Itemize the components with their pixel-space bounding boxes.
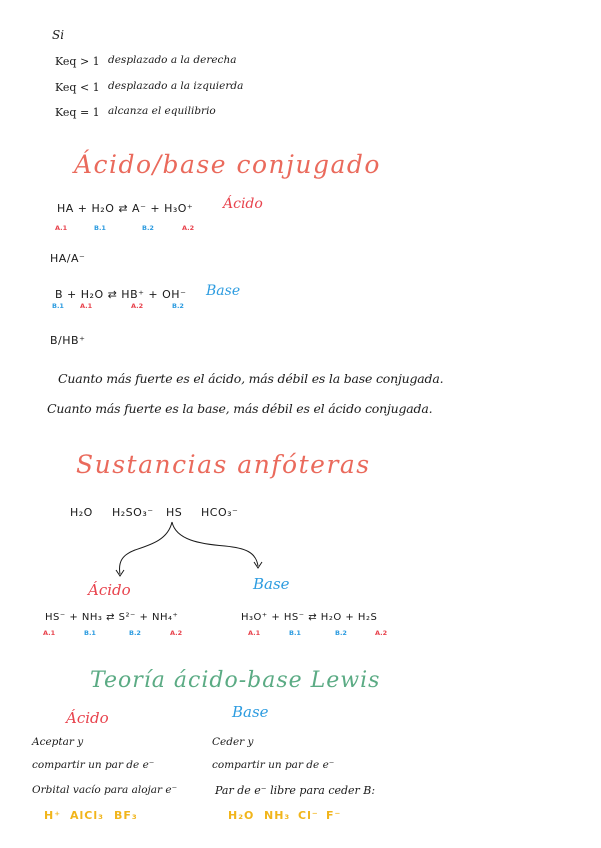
lewis-base-example-2: NH₃ xyxy=(264,809,291,822)
amphoteric-acid-label-2: B.1 xyxy=(84,629,96,637)
lewis-acid-example-3: BF₃ xyxy=(114,809,138,822)
lewis-base-example-4: F⁻ xyxy=(326,809,342,822)
keq-text-2: desplazado a la izquierda xyxy=(108,80,244,92)
lewis-acid-line-1: Aceptar y xyxy=(32,736,84,748)
lewis-acid-example-1: H⁺ xyxy=(44,809,62,822)
amphoteric-base-label-4: A.2 xyxy=(375,629,388,637)
amphoteric-acid-equation: HS⁻ + NH₃ ⇄ S²⁻ + NH₄⁺ xyxy=(45,612,179,623)
conjugate-acid-tag: Ácido xyxy=(223,196,263,212)
keq-cond-1: Keq > 1 xyxy=(55,55,100,68)
amphoteric-acid-head: Ácido xyxy=(88,581,131,599)
conjugate-acid-equation: HA + H₂O ⇄ A⁻ + H₃O⁺ xyxy=(57,202,194,215)
keq-text-1: desplazado a la derecha xyxy=(108,54,237,66)
conjugate-sentence-2: Cuanto más fuerte es la base, más débil es el ácido conjugada. xyxy=(47,401,433,416)
lewis-base-example-1: H₂O xyxy=(228,809,255,822)
conjugate-title: Ácido/base conjugado xyxy=(74,150,381,179)
conjugate-base-label-1: B.1 xyxy=(52,302,64,310)
amphoteric-acid-label-3: B.2 xyxy=(129,629,141,637)
amphoteric-base-label-1: A.1 xyxy=(248,629,261,637)
conjugate-acid-pair: HA/A⁻ xyxy=(50,252,86,265)
conjugate-base-label-3: A.2 xyxy=(131,302,144,310)
si-word: Si xyxy=(52,28,65,42)
conjugate-base-tag: Base xyxy=(206,283,241,299)
lewis-base-example-3: Cl⁻ xyxy=(298,809,319,822)
amphoteric-acid-label-4: A.2 xyxy=(170,629,183,637)
conjugate-sentence-1: Cuanto más fuerte es el ácido, más débil es la base conjugada. xyxy=(58,371,444,386)
lewis-title: Teoría ácido-base Lewis xyxy=(90,668,381,693)
keq-text-3: alcanza el equilibrio xyxy=(108,105,216,117)
lewis-acid-line-2: compartir un par de e⁻ xyxy=(32,759,155,771)
lewis-acid-head: Ácido xyxy=(66,709,109,727)
conjugate-acid-label-4: A.2 xyxy=(182,224,195,232)
amphoteric-species-2: H₂SO₃⁻ xyxy=(112,506,154,519)
lewis-base-head: Base xyxy=(232,703,269,721)
amphoteric-base-label-3: B.2 xyxy=(335,629,347,637)
lewis-acid-example-2: AlCl₃ xyxy=(70,809,104,822)
conjugate-base-label-4: B.2 xyxy=(172,302,184,310)
amphoteric-base-head: Base xyxy=(253,575,290,593)
keq-cond-2: Keq < 1 xyxy=(55,81,100,94)
lewis-base-line-1: Ceder y xyxy=(212,736,254,748)
amphoteric-acid-label-1: A.1 xyxy=(43,629,56,637)
amphoteric-species-3: HS xyxy=(166,506,183,519)
lewis-base-line-2: compartir un par de e⁻ xyxy=(212,759,335,771)
conjugate-acid-label-3: B.2 xyxy=(142,224,154,232)
amphoteric-title: Sustancias anfóteras xyxy=(76,450,371,479)
conjugate-base-equation: B + H₂O ⇄ HB⁺ + OH⁻ xyxy=(55,288,187,301)
lewis-acid-line-3: Orbital vacío para alojar e⁻ xyxy=(32,784,178,796)
keq-cond-3: Keq = 1 xyxy=(55,106,100,119)
amphoteric-base-label-2: B.1 xyxy=(289,629,301,637)
conjugate-base-label-2: A.1 xyxy=(80,302,93,310)
amphoteric-species-1: H₂O xyxy=(70,506,93,519)
conjugate-acid-label-2: B.1 xyxy=(94,224,106,232)
conjugate-base-pair: B/HB⁺ xyxy=(50,334,86,347)
lewis-base-line-3: Par de e⁻ libre para ceder B: xyxy=(215,784,376,797)
amphoteric-species-4: HCO₃⁻ xyxy=(201,506,239,519)
amphoteric-base-equation: H₃O⁺ + HS⁻ ⇄ H₂O + H₂S xyxy=(241,612,378,623)
conjugate-acid-label-1: A.1 xyxy=(55,224,68,232)
